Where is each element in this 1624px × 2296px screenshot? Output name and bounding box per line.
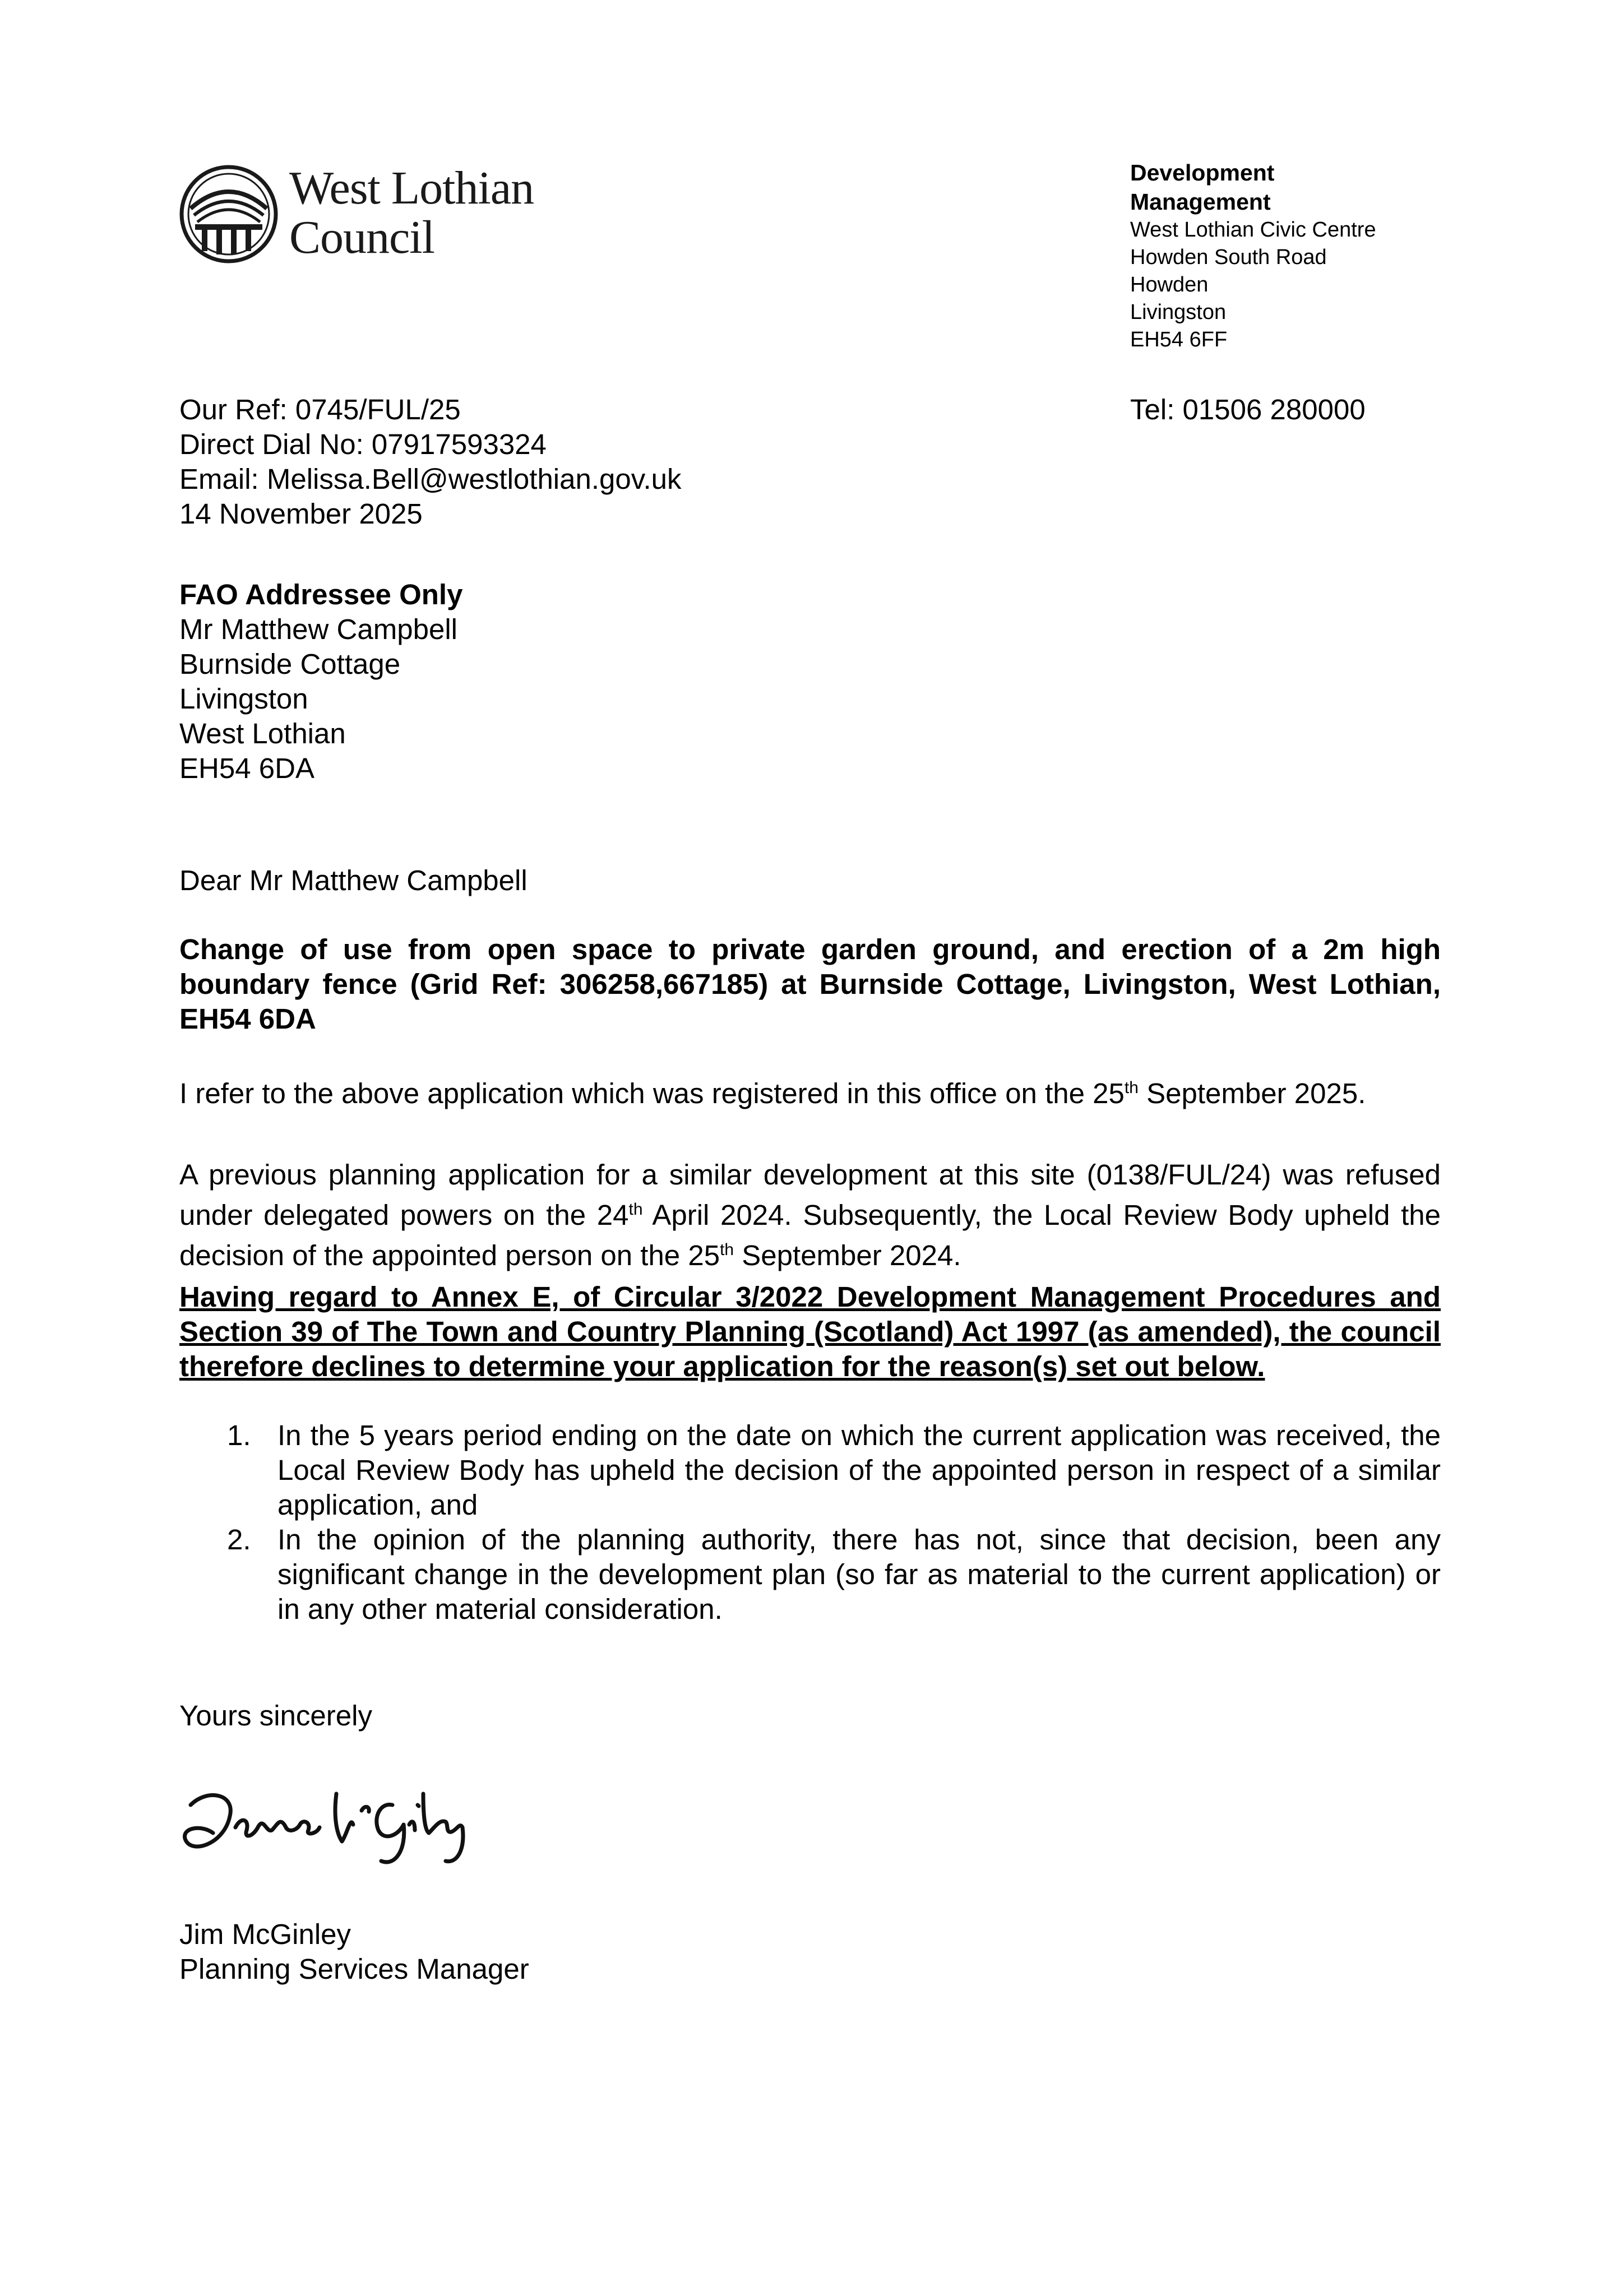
recipient-address (179, 577, 1020, 786)
letter-date: 14 November 2025 (179, 498, 423, 530)
list-number: 2. (227, 1524, 251, 1556)
recipient-line: West Lothian (179, 718, 346, 749)
signatory-name: Jim McGinley (179, 1918, 351, 1950)
text-span: April 2024. Subsequently, the Local Review Body upheld the decision of the appointed person on the 25 (179, 1199, 1441, 1271)
signature-image (168, 1771, 505, 1878)
list-text: In the 5 years period ending on the date on which the current application was received, the Local Review Body has upheld the decision of the appointed person in respect of a similar application, and (277, 1419, 1441, 1521)
salutation: Dear Mr Matthew Campbell (179, 864, 528, 896)
list-item (179, 1522, 1441, 1627)
fao-line: FAO Addressee Only (179, 578, 463, 610)
reference-block (179, 392, 1020, 531)
text-span: I refer to the above application which was registered in this office on the 25 (179, 1077, 1125, 1109)
email: Email: Melissa.Bell@westlothian.gov.uk (179, 463, 682, 495)
council-crest-icon (178, 164, 279, 265)
text-span: September 2024. (734, 1239, 961, 1271)
address-line: Howden South Road (1130, 246, 1327, 269)
recipient-line: Livingston (179, 683, 308, 715)
department-line-1: Development (1130, 160, 1275, 186)
list-item (179, 1418, 1441, 1522)
signatory-title: Planning Services Manager (179, 1953, 529, 1985)
signature-drawing (168, 1771, 505, 1878)
recipient-line: EH54 6DA (179, 752, 314, 784)
logo-line-1: West Lothian (289, 162, 534, 214)
recipient-line: Mr Matthew Campbell (179, 613, 457, 645)
logo-line-2: Council (289, 211, 434, 263)
sender-address (1130, 158, 1534, 354)
text-span: A previous planning application for a similar development at this site (0138/FUL/24) was refused under delegated powers on the 24 (179, 1159, 1441, 1231)
list-text: In the opinion of the planning authority, there has not, since that decision, been any significant change in the development plan (so far as material to the current application) or in any other material consideration. (277, 1524, 1441, 1625)
reasons-list (179, 1418, 1441, 1627)
telephone: Tel: 01506 280000 (1130, 394, 1366, 425)
superscript: th (628, 1200, 643, 1219)
superscript: th (1124, 1078, 1139, 1097)
superscript: th (720, 1240, 734, 1259)
text-span: September 2025. (1138, 1077, 1366, 1109)
signatory-block (179, 1917, 529, 1987)
closing: Yours sincerely (179, 1700, 372, 1732)
department-line-2: Management (1130, 189, 1271, 215)
paragraph-previous-application (179, 1158, 1441, 1273)
address-line: Livingston (1130, 300, 1227, 324)
address-line: West Lothian Civic Centre (1130, 218, 1376, 242)
decline-notice: Having regard to Annex E, of Circular 3/2022 Development Management Procedures and Section 39 of The Town and Country Planning (Scotland) Act 1997 (as amended), the council therefore declines to determine your application for the reason(s) set out below. (179, 1281, 1441, 1382)
list-number: 1. (227, 1419, 251, 1451)
recipient-line: Burnside Cottage (179, 648, 401, 680)
address-line: EH54 6FF (1130, 328, 1228, 351)
subject-heading: Change of use from open space to private garden ground, and erection of a 2m high boundary fence (Grid Ref: 306258,667185) at Burnside Cottage, Livingston, West Lothian, EH54 6DA (179, 933, 1441, 1035)
direct-dial: Direct Dial No: 07917593324 (179, 428, 547, 460)
paragraph-registration (179, 1071, 1441, 1111)
council-logo (178, 164, 571, 270)
our-ref: Our Ref: 0745/FUL/25 (179, 394, 461, 425)
address-line: Howden (1130, 273, 1209, 297)
